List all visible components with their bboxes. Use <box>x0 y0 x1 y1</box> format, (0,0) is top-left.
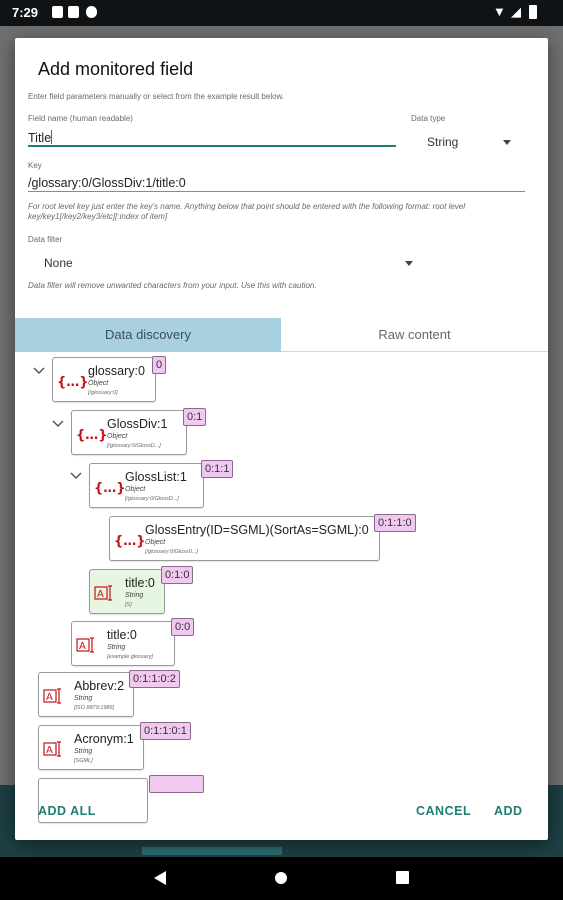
tree-node[interactable] <box>71 621 175 666</box>
node-type: Object <box>88 380 109 387</box>
data-filter-value: None <box>44 256 73 270</box>
data-type-label: Data type <box>411 114 446 123</box>
tree-node[interactable] <box>89 463 204 508</box>
status-time: 7:29 <box>12 5 39 20</box>
node-name: glossary:0 <box>88 364 145 378</box>
key-label: Key <box>28 161 42 170</box>
svg-text:A: A <box>46 745 53 756</box>
status-bar <box>0 0 563 26</box>
chevron-down-icon[interactable] <box>70 471 82 481</box>
node-type: Object <box>107 433 128 440</box>
object-braces-icon <box>94 478 126 496</box>
field-name-underline <box>28 145 396 147</box>
battery-icon <box>529 5 537 19</box>
tree-node[interactable] <box>38 725 144 770</box>
key-hint-line-2: key/key1[/key2/key3/etc][:index of item] <box>28 212 168 221</box>
index-badge <box>149 775 204 793</box>
data-discovery-tree <box>15 352 548 782</box>
navigation-bar <box>0 857 563 900</box>
index-badge: 0:1 <box>183 408 206 426</box>
chevron-down-icon[interactable] <box>33 366 45 376</box>
add-button[interactable]: ADD <box>494 804 523 818</box>
sync-icon <box>86 6 97 18</box>
object-braces-icon <box>76 425 108 443</box>
node-name: title:0 <box>107 628 137 642</box>
node-path: [/glossary:0] <box>88 390 118 396</box>
node-name: Abbrev:2 <box>74 679 125 693</box>
tree-node[interactable] <box>89 569 165 614</box>
node-name: GlossEntry(ID=SGML)(SortAs=SGML):0 <box>145 523 369 537</box>
text-caret <box>51 130 52 144</box>
tree-node[interactable] <box>52 357 156 402</box>
node-path: [SGML] <box>74 758 93 764</box>
notification-icon <box>52 6 63 18</box>
svg-text:A: A <box>97 589 104 600</box>
data-filter-label: Data filter <box>28 235 63 244</box>
svg-text:{…}: {…} <box>94 481 126 496</box>
node-name: GlossList:1 <box>125 470 187 484</box>
home-icon[interactable] <box>274 871 288 885</box>
node-path: [S] <box>125 602 132 608</box>
field-name-value: Title <box>28 131 52 145</box>
node-path: [/glossary:0/GlossD...] <box>107 443 161 449</box>
index-badge: 0:1:1:0:1 <box>140 722 191 740</box>
index-badge: 0:1:1:0:2 <box>129 670 180 688</box>
dialog-title: Add monitored field <box>38 59 194 79</box>
index-badge: 0:1:1 <box>201 460 233 478</box>
tree-node[interactable] <box>109 516 380 561</box>
field-name-label: Field name (human readable) <box>28 114 133 123</box>
key-underline <box>28 191 525 192</box>
tree-node[interactable] <box>38 672 134 717</box>
data-filter-hint: Data filter will remove unwanted characters from your input. Use this with caution. <box>28 281 317 290</box>
svg-text:{…}: {…} <box>114 534 146 549</box>
key-hint-line-1: For root level key just enter the key's name. Anything below that point should be entered with the following format: root level <box>28 202 466 211</box>
svg-text:A: A <box>46 692 53 703</box>
node-type: String <box>74 748 93 755</box>
signal-icon: ◢ <box>511 4 521 19</box>
text-string-icon <box>76 636 98 654</box>
back-icon[interactable] <box>153 870 167 886</box>
node-name: GlossDiv:1 <box>107 417 168 431</box>
add-all-button[interactable]: ADD ALL <box>38 804 96 818</box>
node-name: title:0 <box>125 576 155 590</box>
index-badge: 0 <box>152 356 166 374</box>
cancel-button[interactable]: CANCEL <box>416 804 472 818</box>
node-type: String <box>107 644 126 651</box>
node-path: [/glossary:0/GlossD...] <box>125 496 179 502</box>
background-accent <box>142 847 282 855</box>
node-path: [example glossary] <box>107 654 153 660</box>
text-string-icon <box>94 584 116 602</box>
tab-data-discovery[interactable]: Data discovery <box>15 318 281 352</box>
add-monitored-field-dialog <box>15 38 548 840</box>
object-braces-icon <box>114 531 146 549</box>
node-type: String <box>125 592 144 599</box>
index-badge: 0:0 <box>171 618 194 636</box>
node-type: String <box>74 695 93 702</box>
tree-node[interactable] <box>71 410 187 455</box>
chevron-down-icon <box>503 140 511 145</box>
svg-text:{…}: {…} <box>76 428 108 443</box>
sd-card-icon <box>68 6 79 18</box>
data-type-value: String <box>427 135 459 149</box>
index-badge: 0:1:1:0 <box>374 514 416 532</box>
node-path: [ISO 8879:1986] <box>74 705 115 711</box>
node-type: Object <box>145 539 166 546</box>
tab-raw-content[interactable]: Raw content <box>281 318 548 352</box>
intro-hint: Enter field parameters manually or select from the example result below. <box>28 92 285 101</box>
node-type: Object <box>125 486 146 493</box>
chevron-down-icon[interactable] <box>52 419 64 429</box>
text-string-icon <box>43 687 65 705</box>
index-badge: 0:1:0 <box>161 566 193 584</box>
wifi-icon: ▼ <box>493 4 506 19</box>
text-string-icon <box>43 740 65 758</box>
recents-icon[interactable] <box>396 871 409 884</box>
key-value: /glossary:0/GlossDiv:1/title:0 <box>28 176 186 190</box>
object-braces-icon <box>57 372 89 390</box>
svg-text:A: A <box>79 641 86 652</box>
chevron-down-icon <box>405 261 413 266</box>
node-path: [/glossary:0/Gloss0...] <box>145 549 198 555</box>
node-name: Acronym:1 <box>74 732 134 746</box>
svg-text:{…}: {…} <box>57 375 89 390</box>
